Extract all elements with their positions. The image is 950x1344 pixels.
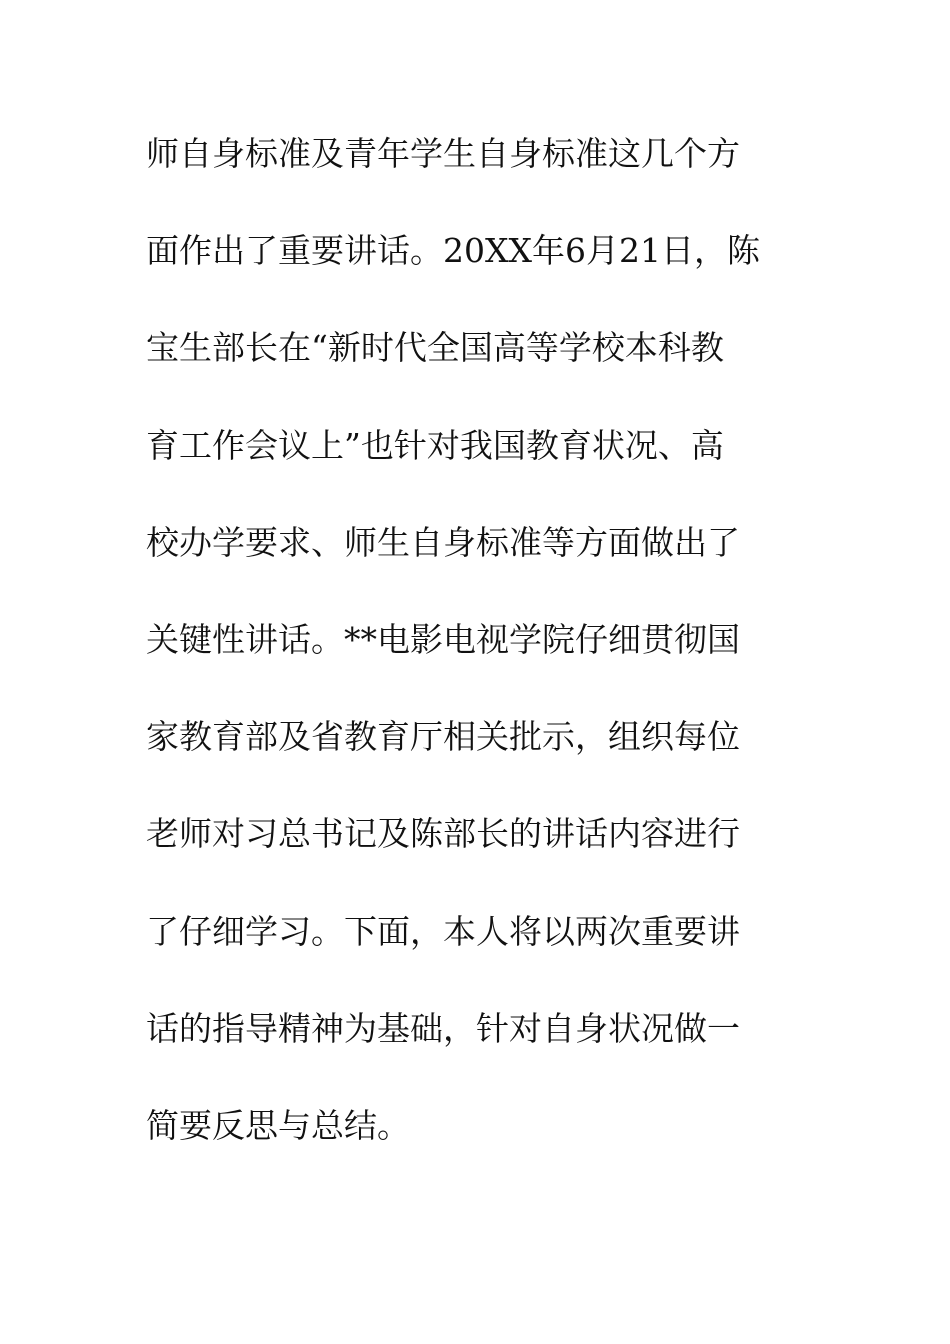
text-line: 家教育部及省教育厅相关批示，组织每位 <box>146 717 740 757</box>
text-line: 面作出了重要讲话。20XX年6月21日，陈 <box>146 231 760 271</box>
text-line: 话的指导精神为基础，针对自身状况做一 <box>146 1008 740 1048</box>
text-line: 校办学要求、师生自身标准等方面做出了 <box>146 522 740 562</box>
text-line: 育工作会议上”也针对我国教育状况、高 <box>146 425 724 465</box>
text-line: 了仔细学习。下面，本人将以两次重要讲 <box>146 911 740 951</box>
text-line: 老师对习总书记及陈部长的讲话内容进行 <box>146 814 740 854</box>
body-text <box>146 121 806 1190</box>
text-line: 宝生部长在“新时代全国高等学校本科教 <box>146 328 724 368</box>
text-line: 简要反思与总结。 <box>146 1105 410 1145</box>
text-line: 关键性讲话。**电影电视学院仔细贯彻国 <box>146 619 740 659</box>
text-line: 师自身标准及青年学生自身标准这几个方 <box>146 134 740 173</box>
